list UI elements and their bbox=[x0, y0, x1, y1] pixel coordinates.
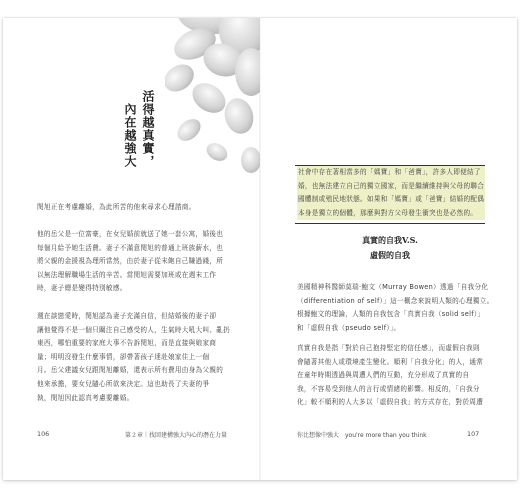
highlighted-passage bbox=[297, 166, 485, 220]
text-line: 婚，也無法建立自己的獨立國家，而是繼續維持與父母的聯合 bbox=[297, 180, 485, 194]
text-line: 週在談戀愛時，閔旭認為妻子充滿自信，但結婚後的妻子卻 bbox=[37, 312, 217, 320]
text-line: 社會中存在著相當多的「媽寶」和「爸寶」，許多人即便結了 bbox=[297, 166, 485, 180]
highlight-bottom-rule bbox=[295, 223, 485, 224]
running-head-left: 第２章｜找回建構強大內心的潛在力量 bbox=[125, 432, 228, 439]
left-page bbox=[3, 18, 260, 480]
book-spread bbox=[3, 18, 517, 480]
text-line: 本身是獨立的個體，那麼與對方父母發生衝突也是必然的。 bbox=[297, 207, 485, 221]
text-line: 時，妻子總是變得特別敏感。 bbox=[37, 284, 127, 293]
text-line: 執，閔旭因此認真考慮要離婚。 bbox=[37, 393, 134, 402]
running-head-right: 你比想像中強大 you're more than you think bbox=[297, 432, 427, 439]
text-line: 以無法理解職場生活的辛苦。當閔旭需要加班或在週末工作 bbox=[37, 270, 217, 279]
text-line: 在童年時期透過與周遭人們的互動，充分形成了真實的自 bbox=[297, 371, 470, 380]
text-line: 真實自我是指「對於自己抱持堅定的信任感」，而虛假自我則 bbox=[297, 344, 480, 352]
text-line: 將父親的金援視為理所當然，由於妻子從未飽自己賺過錢，所 bbox=[37, 257, 224, 266]
text-line: 月。岳父建議女兒跟閔旭離婚，還表示所有費用由身為父親的 bbox=[37, 366, 224, 375]
text-line: 國體制或殖民地狀態。如果和「媽寶」或「爸寶」結婚的配偶 bbox=[297, 193, 485, 207]
paragraph-intro bbox=[37, 201, 196, 215]
paragraph-bowen bbox=[297, 281, 494, 335]
petal-illustration bbox=[165, 18, 260, 178]
text-line: 他的岳父是一位富豪，在女兒婚前就送了她一套公寓，婚後也 bbox=[37, 230, 224, 238]
text-line: 我，不容易受到他人的言行或情緒的影響。相反的，「自我分 bbox=[297, 384, 480, 393]
chapter-title-line1: 活得越真實， bbox=[141, 90, 155, 168]
text-line: 美國精神科醫師莫瑞·鮑文（Murray Bowen）透過「自我分化 bbox=[297, 283, 489, 291]
text-line: 東西，哪怕重要的家庭大事不告訴閔旭，而是直接與娘家商 bbox=[37, 339, 217, 348]
chapter-title-line2: 內在越強大 bbox=[123, 103, 137, 168]
text-line: 根據鮑文的理論，人類的自我包含「真實自我（solid self）」 bbox=[297, 310, 485, 319]
text-line: 化」較不順利的人大多以「虛假自我」的方式存在，對於周遭 bbox=[297, 398, 484, 407]
text-line: 和「虛假自我（pseudo self）」。 bbox=[297, 323, 401, 332]
text-line: 他來承擔，要女兒隨心所欲來決定。這也助長了夫妻的爭 bbox=[37, 379, 210, 388]
text-line: 閔旭正在考慮離婚，為此所苦的他來尋求心理諮商。 bbox=[37, 203, 196, 211]
section-heading-line2: 虛假的自我 bbox=[370, 250, 410, 260]
right-page bbox=[261, 18, 517, 480]
section-heading-line1: 真實的自我V.S. bbox=[362, 235, 418, 245]
page-number-right: 107 bbox=[467, 430, 480, 438]
text-line: 每個月給予她生活費。妻子不滿意閔旭的普通上班族薪水，也 bbox=[37, 243, 224, 252]
paragraph-true-self bbox=[297, 342, 483, 410]
text-line: 量；明明沒發生什麼事情，卻帶著孩子達赴娘家住上一個 bbox=[37, 352, 210, 361]
page-number-left: 106 bbox=[37, 430, 50, 438]
paragraph-conflict bbox=[37, 310, 230, 405]
text-line: 讓他覺得不是一個只關注自己感受的人，生氣時大吼大叫、亂扔 bbox=[37, 325, 231, 334]
text-line: （differentiation of self）」這一概念來說明人類的心理獨立。 bbox=[297, 296, 494, 305]
paragraph-in-laws bbox=[37, 228, 223, 296]
text-line: 會隨著其他人或環境產生變化。順利「自我分化」的人，通常 bbox=[297, 357, 484, 366]
